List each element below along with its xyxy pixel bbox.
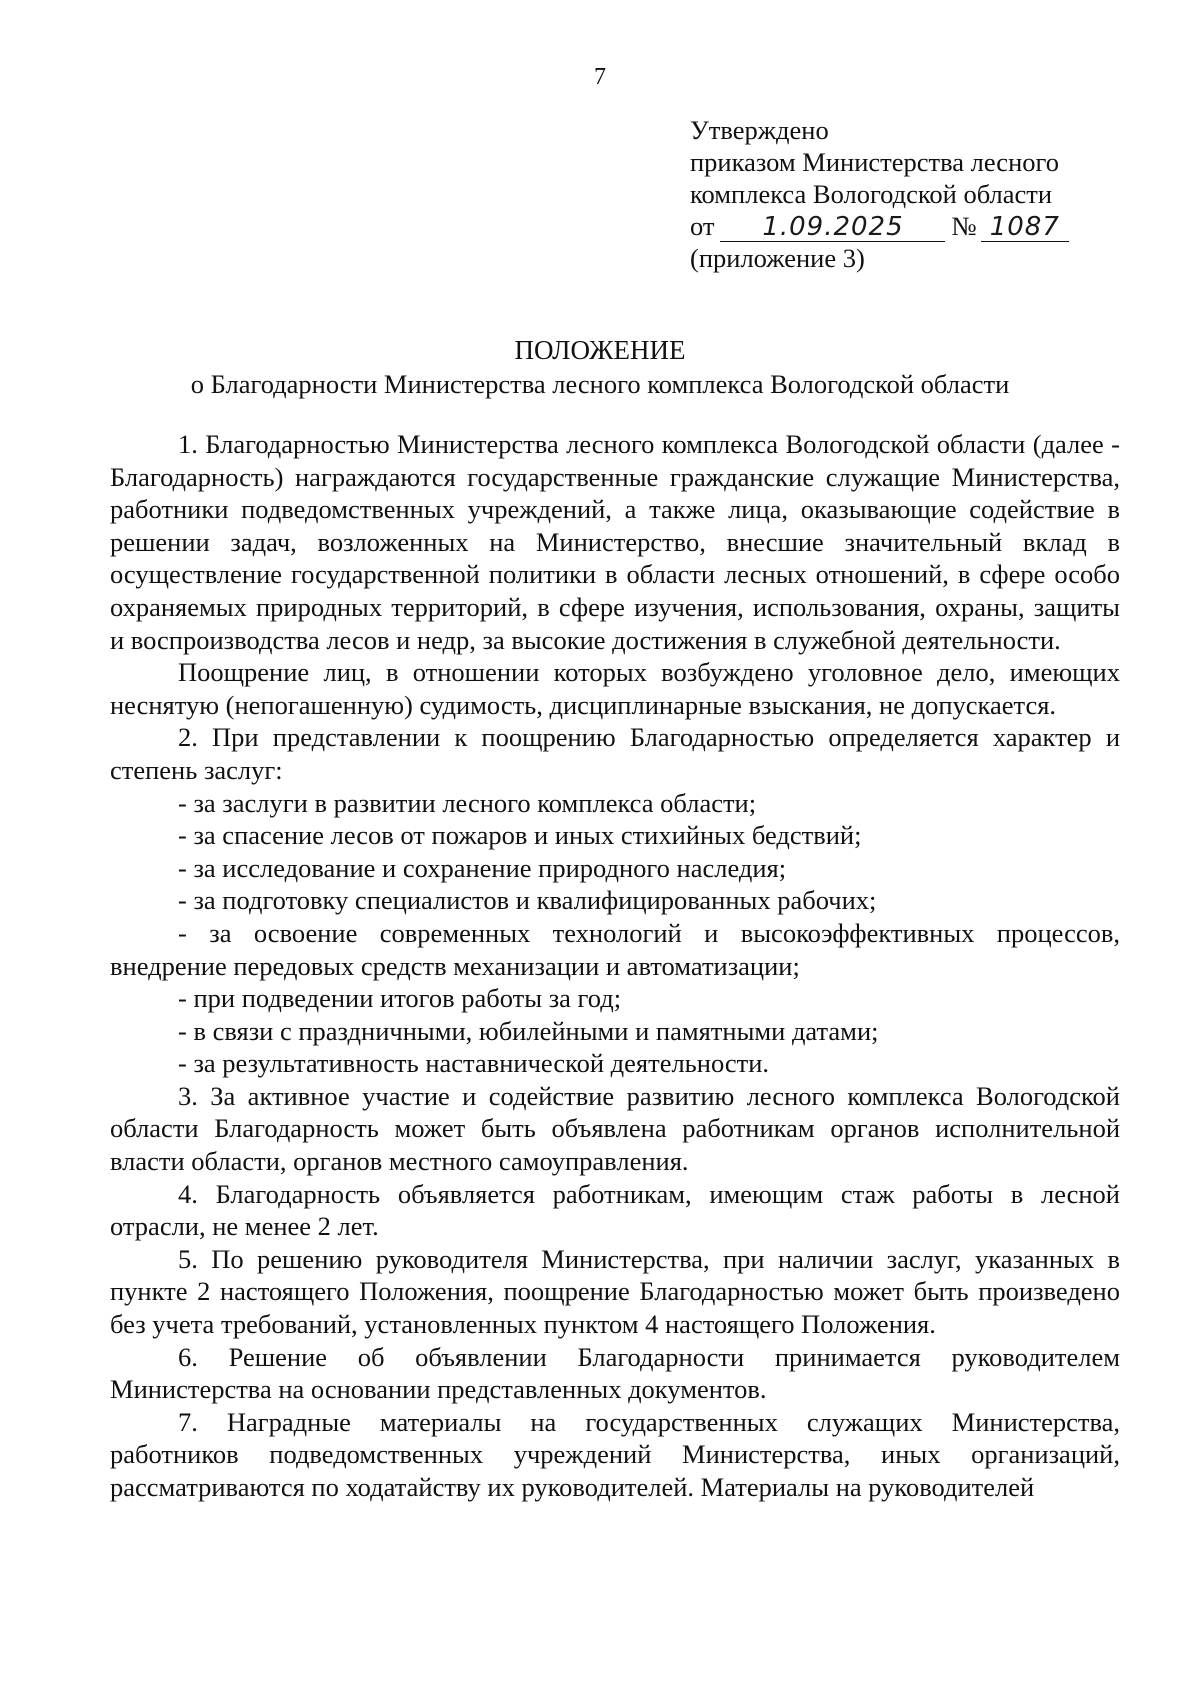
paragraph-3: 3. За активное участие и содействие развитию лесного комплекса Вологодской области Благодарность может быть объявлена работникам органов исполнительной власти области, органов местного самоуправления. xyxy=(110,1080,1120,1177)
number-label: № xyxy=(951,211,977,241)
list-item: - за спасение лесов от пожаров и иных стихийных бедствий; xyxy=(178,820,862,851)
from-label: от xyxy=(690,211,715,241)
document-body xyxy=(110,428,1120,1504)
handwritten-number: 1087 xyxy=(981,213,1069,242)
list-item: - за заслуги в развитии лесного комплекса области; xyxy=(178,787,757,818)
paragraph-4: 4. Благодарность объявляется работникам, имеющим стаж работы в лесной отрасли, не менее 2 лет. xyxy=(110,1178,1120,1242)
list-item: - за подготовку специалистов и квалифицированных рабочих; xyxy=(178,885,877,916)
approval-appendix: (приложение 3) xyxy=(690,243,865,273)
document-title: ПОЛОЖЕНИЕ xyxy=(514,335,686,365)
approval-date-number-line xyxy=(690,210,1110,242)
page-number: 7 xyxy=(594,64,606,90)
approval-line-ministry: комплекса Вологодской области xyxy=(690,179,1053,209)
list-item: - за освоение современных технологий и высокоэффективных процессов, внедрение передовых средств механизации и автоматизации; xyxy=(110,917,1120,981)
handwritten-date: 1.09.2025 xyxy=(720,213,945,242)
approval-line-approved: Утверждено xyxy=(690,115,829,145)
paragraph-6: 6. Решение об объявлении Благодарности принимается руководителем Министерства на основании представленных документов. xyxy=(110,1341,1120,1405)
paragraph-5: 5. По решению руководителя Министерства, при наличии заслуг, указанных в пункте 2 настоящего Положения, поощрение Благодарностью может быть произведено без учета требований, установленных пунктом 4 настоящего Положения. xyxy=(110,1243,1120,1340)
paragraph-7: 7. Наградные материалы на государственных служащих Министерства, работников подведомственных учреждений Министерства, иных организаций, рассматриваются по ходатайству их руководителей. Материалы на руководителей xyxy=(110,1406,1120,1502)
approval-stamp-block xyxy=(690,114,1110,274)
paragraph-1: 1. Благодарностью Министерства лесного комплекса Вологодской области (далее - Благодарность) награждаются государственные гражданские служащие Министерства, работники подведомственных учреждений, а также лица, оказывающие содействие в решении задач, возложенных на Министерство, внесшие значительный вклад в осуществление государственной политики в области лесных отношений, в сфере особо охраняемых природных территорий, в сфере изучения, использования, охраны, защиты и воспроизводства лесов и недр, за высокие достижения в служебной деятельности. xyxy=(110,429,1120,655)
document-subtitle: о Благодарности Министерства лесного комплекса Вологодской области xyxy=(190,369,1010,399)
list-item: - за результативность наставнической деятельности. xyxy=(178,1048,770,1079)
paragraph-1-note: Поощрение лиц, в отношении которых возбуждено уголовное дело, имеющих неснятую (непогашенную) судимость, дисциплинарные взыскания, не допускается. xyxy=(110,657,1120,720)
approval-line-order: приказом Министерства лесного xyxy=(690,147,1059,177)
list-item: - за исследование и сохранение природного наследия; xyxy=(178,852,787,883)
list-item: - в связи с праздничными, юбилейными и памятными датами; xyxy=(178,1015,879,1046)
list-item: - при подведении итогов работы за год; xyxy=(178,983,622,1014)
paragraph-2: 2. При представлении к поощрению Благодарностью определяется характер и степень заслуг: xyxy=(110,722,1120,785)
